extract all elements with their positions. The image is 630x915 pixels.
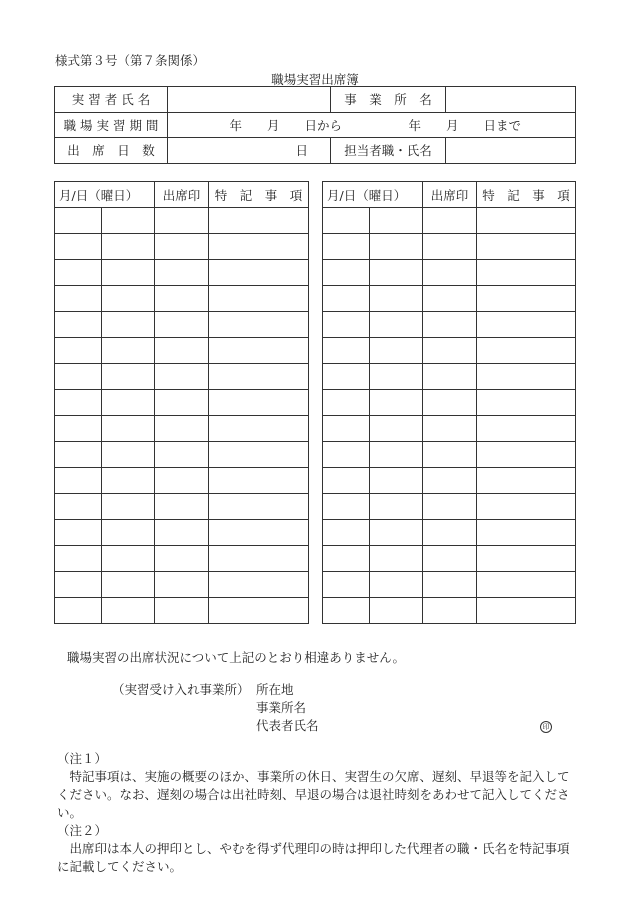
stamp-cell[interactable] xyxy=(155,260,209,286)
remarks-cell[interactable] xyxy=(477,598,576,624)
month-day-cell[interactable] xyxy=(323,598,370,624)
attendance-row xyxy=(323,312,576,338)
note2-title: （注２） xyxy=(57,823,108,838)
attendance-table-right xyxy=(322,181,576,624)
weekday-cell[interactable] xyxy=(102,286,155,312)
month-day-cell[interactable] xyxy=(55,208,102,234)
stamp-cell[interactable] xyxy=(423,234,477,260)
attendance-row xyxy=(323,390,576,416)
attendance-row xyxy=(323,260,576,286)
weekday-cell[interactable] xyxy=(102,208,155,234)
attendance-row xyxy=(55,520,309,546)
attendance-row xyxy=(55,468,309,494)
representative-label: 代表者氏名 xyxy=(256,718,319,733)
host-org-label: （実習受け入れ事業所） xyxy=(112,682,250,697)
stamp-cell[interactable] xyxy=(155,494,209,520)
attendance-row xyxy=(323,416,576,442)
stamp-cell[interactable] xyxy=(155,520,209,546)
weekday-cell[interactable] xyxy=(370,286,423,312)
period-field[interactable] xyxy=(168,112,576,138)
weekday-cell[interactable] xyxy=(370,234,423,260)
staff-label: 担当者職・氏名 xyxy=(331,138,446,164)
month-day-cell[interactable] xyxy=(323,390,370,416)
attendance-row xyxy=(323,364,576,390)
weekday-cell[interactable] xyxy=(370,338,423,364)
month-day-cell[interactable] xyxy=(323,312,370,338)
attendance-row xyxy=(55,598,309,624)
month-day-cell[interactable] xyxy=(55,286,102,312)
stamp-cell[interactable] xyxy=(423,416,477,442)
weekday-cell[interactable] xyxy=(102,364,155,390)
attendance-row xyxy=(323,286,576,312)
weekday-cell[interactable] xyxy=(370,546,423,572)
office-name-sign-label: 事業所名 xyxy=(256,700,307,715)
attendance-row xyxy=(55,286,309,312)
month-day-cell[interactable] xyxy=(323,234,370,260)
remarks-cell[interactable] xyxy=(477,312,576,338)
note2-text: 出席印は本人の押印とし、やむを得ず代理印の時は押印した代理者の職・氏名を特記事項に記載してください。 xyxy=(57,841,570,874)
attendance-row xyxy=(55,338,309,364)
stamp-cell[interactable] xyxy=(155,416,209,442)
stamp-cell[interactable] xyxy=(423,312,477,338)
stamp-cell[interactable] xyxy=(155,286,209,312)
weekday-cell[interactable] xyxy=(370,468,423,494)
month-day-cell[interactable] xyxy=(323,442,370,468)
weekday-cell[interactable] xyxy=(102,468,155,494)
weekday-cell[interactable] xyxy=(102,572,155,598)
stamp-cell[interactable] xyxy=(423,598,477,624)
stamp-cell[interactable] xyxy=(423,286,477,312)
stamp-cell[interactable] xyxy=(155,468,209,494)
attendance-row xyxy=(55,260,309,286)
month-day-cell[interactable] xyxy=(323,572,370,598)
remarks-cell[interactable] xyxy=(477,546,576,572)
remarks-cell[interactable] xyxy=(209,442,309,468)
period-from: 年 月 日から xyxy=(229,117,342,133)
month-day-cell[interactable] xyxy=(55,572,102,598)
note1-title: （注１） xyxy=(57,751,108,766)
remarks-cell[interactable] xyxy=(477,572,576,598)
attendance-row xyxy=(55,208,309,234)
office-name-field[interactable] xyxy=(446,87,576,113)
stamp-cell[interactable] xyxy=(423,494,477,520)
remarks-cell[interactable] xyxy=(477,208,576,234)
weekday-cell[interactable] xyxy=(102,234,155,260)
weekday-cell[interactable] xyxy=(370,598,423,624)
period-to: 年 月 日まで xyxy=(408,117,521,133)
attendance-row xyxy=(55,364,309,390)
days-unit: 日 xyxy=(295,143,308,159)
month-day-cell[interactable] xyxy=(55,364,102,390)
info-row-period xyxy=(55,112,576,138)
month-day-cell[interactable] xyxy=(323,338,370,364)
month-day-cell[interactable] xyxy=(55,598,102,624)
stamp-cell[interactable] xyxy=(155,364,209,390)
month-day-cell[interactable] xyxy=(323,416,370,442)
attendance-row xyxy=(323,546,576,572)
weekday-cell[interactable] xyxy=(370,442,423,468)
remarks-cell[interactable] xyxy=(209,598,309,624)
remarks-cell[interactable] xyxy=(209,572,309,598)
weekday-cell[interactable] xyxy=(370,416,423,442)
remarks-cell[interactable] xyxy=(477,390,576,416)
remarks-cell[interactable] xyxy=(477,260,576,286)
stamp-cell[interactable] xyxy=(155,598,209,624)
month-day-cell[interactable] xyxy=(323,364,370,390)
weekday-cell[interactable] xyxy=(102,416,155,442)
attendance-row xyxy=(55,390,309,416)
weekday-cell[interactable] xyxy=(370,520,423,546)
note1-text: 特記事項は、実施の概要のほか、事業所の休日、実習生の欠席、遅刻、早退等を記入してください。なお、遅刻の場合は出社時刻、早退の場合は退社時刻をあわせて記入してください。 xyxy=(57,769,570,820)
attendance-days-field[interactable] xyxy=(168,138,331,164)
stamp-cell[interactable] xyxy=(155,312,209,338)
remarks-cell[interactable] xyxy=(209,494,309,520)
attendance-row xyxy=(55,442,309,468)
weekday-cell[interactable] xyxy=(370,390,423,416)
seal-mark xyxy=(540,717,552,733)
attendance-row xyxy=(55,572,309,598)
remarks-cell[interactable] xyxy=(477,468,576,494)
remarks-header: 特 記 事 項 xyxy=(209,182,309,208)
weekday-cell[interactable] xyxy=(370,312,423,338)
attendance-row xyxy=(55,312,309,338)
month-day-cell[interactable] xyxy=(55,494,102,520)
weekday-cell[interactable] xyxy=(102,260,155,286)
month-day-cell[interactable] xyxy=(55,260,102,286)
remarks-cell[interactable] xyxy=(209,208,309,234)
remarks-cell[interactable] xyxy=(477,416,576,442)
staff-field[interactable] xyxy=(446,138,576,164)
weekday-cell[interactable] xyxy=(370,494,423,520)
remarks-cell[interactable] xyxy=(477,442,576,468)
stamp-cell[interactable] xyxy=(155,546,209,572)
attendance-header-row xyxy=(323,182,576,208)
month-day-cell[interactable] xyxy=(55,520,102,546)
remarks-cell[interactable] xyxy=(477,520,576,546)
remarks-cell[interactable] xyxy=(477,234,576,260)
remarks-cell[interactable] xyxy=(209,416,309,442)
remarks-cell[interactable] xyxy=(209,260,309,286)
confirmation-statement: 職場実習の出席状況について上記のとおり相違ありません。 xyxy=(67,650,406,665)
stamp-header: 出席印 xyxy=(423,182,477,208)
attendance-row xyxy=(55,546,309,572)
month-day-cell[interactable] xyxy=(323,546,370,572)
stamp-cell[interactable] xyxy=(423,364,477,390)
stamp-cell[interactable] xyxy=(155,208,209,234)
stamp-cell[interactable] xyxy=(423,338,477,364)
remarks-cell[interactable] xyxy=(477,494,576,520)
info-row-days xyxy=(55,138,576,164)
weekday-cell[interactable] xyxy=(102,338,155,364)
stamp-cell[interactable] xyxy=(155,338,209,364)
stamp-header: 出席印 xyxy=(155,182,209,208)
attendance-table-left xyxy=(54,181,309,624)
month-day-cell[interactable] xyxy=(323,468,370,494)
weekday-cell[interactable] xyxy=(370,260,423,286)
attendance-row xyxy=(323,468,576,494)
date-weekday-header: 月/日（曜日） xyxy=(55,182,155,208)
month-day-cell[interactable] xyxy=(55,416,102,442)
month-day-cell[interactable] xyxy=(323,286,370,312)
stamp-cell[interactable] xyxy=(423,520,477,546)
remarks-cell[interactable] xyxy=(209,286,309,312)
address-label: 所在地 xyxy=(256,682,294,697)
weekday-cell[interactable] xyxy=(102,598,155,624)
attendance-row xyxy=(323,442,576,468)
weekday-cell[interactable] xyxy=(370,572,423,598)
month-day-cell[interactable] xyxy=(55,312,102,338)
weekday-cell[interactable] xyxy=(102,390,155,416)
remarks-cell[interactable] xyxy=(209,312,309,338)
office-name-label: 事 業 所 名 xyxy=(331,87,446,113)
info-row-trainee xyxy=(55,87,576,113)
document-title: 職場実習出席簿 xyxy=(271,72,359,87)
month-day-cell[interactable] xyxy=(323,260,370,286)
stamp-cell[interactable] xyxy=(423,546,477,572)
stamp-cell[interactable] xyxy=(423,208,477,234)
remarks-cell[interactable] xyxy=(209,390,309,416)
period-label: 職 場 実 習 期 間 xyxy=(55,112,168,138)
attendance-row xyxy=(323,208,576,234)
month-day-cell[interactable] xyxy=(55,468,102,494)
remarks-cell[interactable] xyxy=(477,286,576,312)
remarks-cell[interactable] xyxy=(209,364,309,390)
attendance-days-label: 出 席 日 数 xyxy=(55,138,168,164)
stamp-cell[interactable] xyxy=(423,468,477,494)
attendance-row xyxy=(55,416,309,442)
month-day-cell[interactable] xyxy=(55,338,102,364)
remarks-cell[interactable] xyxy=(209,338,309,364)
attendance-header-row xyxy=(55,182,309,208)
trainee-name-label: 実 習 者 氏 名 xyxy=(55,87,168,113)
month-day-cell[interactable] xyxy=(55,546,102,572)
month-day-cell[interactable] xyxy=(323,520,370,546)
stamp-cell[interactable] xyxy=(155,442,209,468)
weekday-cell[interactable] xyxy=(102,546,155,572)
stamp-cell[interactable] xyxy=(423,572,477,598)
remarks-cell[interactable] xyxy=(477,338,576,364)
seal-icon: 印 xyxy=(540,721,552,733)
stamp-cell[interactable] xyxy=(423,260,477,286)
weekday-cell[interactable] xyxy=(102,442,155,468)
remarks-header: 特 記 事 項 xyxy=(477,182,576,208)
date-weekday-header: 月/日（曜日） xyxy=(323,182,423,208)
weekday-cell[interactable] xyxy=(102,520,155,546)
remarks-cell[interactable] xyxy=(209,520,309,546)
trainee-name-field[interactable] xyxy=(168,87,331,113)
stamp-cell[interactable] xyxy=(155,572,209,598)
form-number: 様式第３号（第７条関係） xyxy=(55,53,206,68)
attendance-row xyxy=(323,494,576,520)
weekday-cell[interactable] xyxy=(370,364,423,390)
remarks-cell[interactable] xyxy=(477,364,576,390)
stamp-cell[interactable] xyxy=(423,442,477,468)
attendance-row xyxy=(323,338,576,364)
stamp-cell[interactable] xyxy=(155,234,209,260)
attendance-row xyxy=(323,598,576,624)
month-day-cell[interactable] xyxy=(323,494,370,520)
weekday-cell[interactable] xyxy=(370,208,423,234)
weekday-cell[interactable] xyxy=(102,312,155,338)
info-table xyxy=(54,86,576,164)
attendance-row xyxy=(323,234,576,260)
notes-section xyxy=(57,750,581,876)
attendance-row xyxy=(323,520,576,546)
month-day-cell[interactable] xyxy=(55,390,102,416)
remarks-cell[interactable] xyxy=(209,468,309,494)
month-day-cell[interactable] xyxy=(55,234,102,260)
month-day-cell[interactable] xyxy=(323,208,370,234)
month-day-cell[interactable] xyxy=(55,442,102,468)
stamp-cell[interactable] xyxy=(423,390,477,416)
attendance-row xyxy=(55,234,309,260)
weekday-cell[interactable] xyxy=(102,494,155,520)
remarks-cell[interactable] xyxy=(209,546,309,572)
attendance-row xyxy=(55,494,309,520)
remarks-cell[interactable] xyxy=(209,234,309,260)
stamp-cell[interactable] xyxy=(155,390,209,416)
attendance-row xyxy=(323,572,576,598)
